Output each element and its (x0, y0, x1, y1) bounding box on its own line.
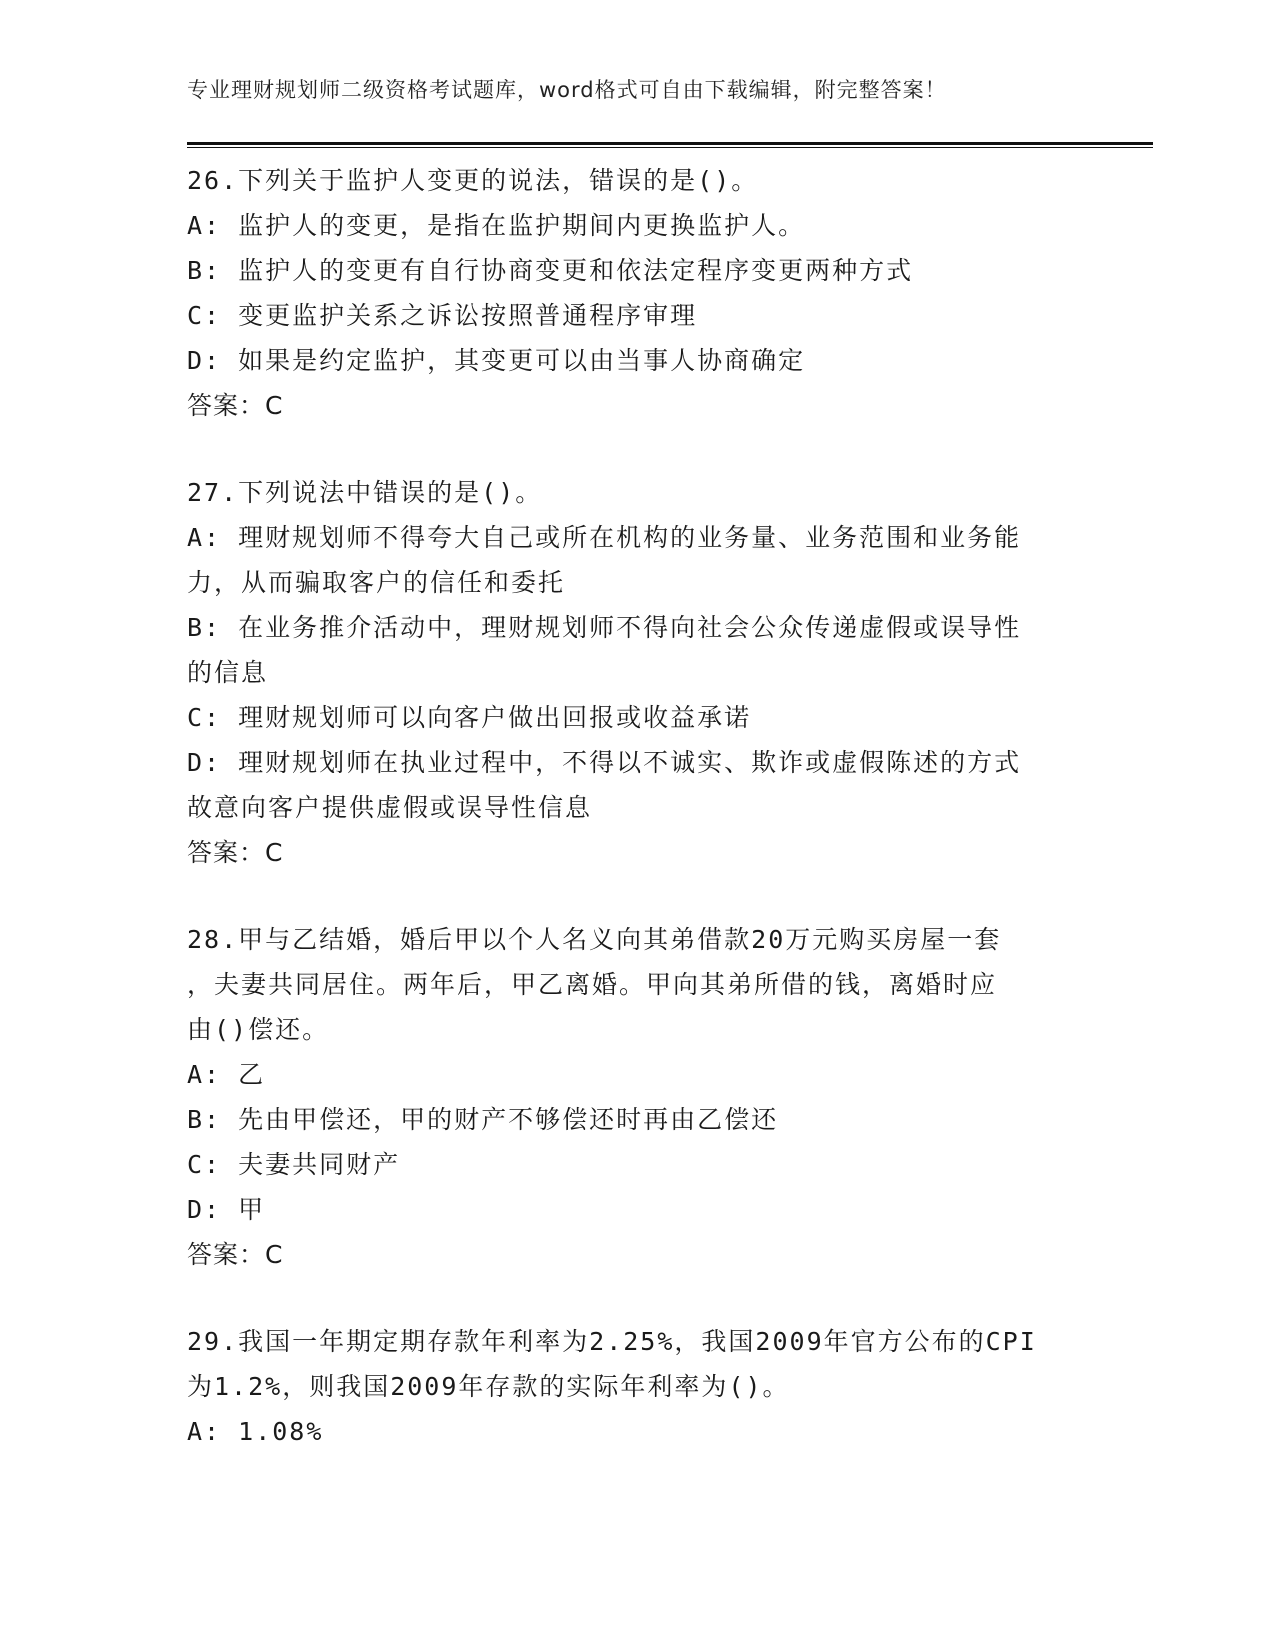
answer-label: 答案：C (187, 391, 284, 420)
question-29 (187, 1319, 1087, 1454)
option-b: B: 在业务推介活动中，理财规划师不得向社会公众传递虚假或误导性 (187, 613, 1022, 642)
option-a: A: 乙 (187, 1060, 266, 1089)
question-28 (187, 917, 1087, 1277)
option-c: C: 变更监护关系之诉讼按照普通程序审理 (187, 301, 698, 330)
question-stem-continued: ，夫妻共同居住。两年后，甲乙离婚。甲向其弟所借的钱，离婚时应 (187, 970, 998, 999)
question-26 (187, 158, 1087, 428)
option-d: D: 甲 (187, 1195, 266, 1224)
question-stem-continued: 由()偿还。 (187, 1015, 330, 1044)
option-b-continued: 的信息 (187, 658, 269, 687)
question-stem: 29.我国一年期定期存款年利率为2.25%，我国2009年官方公布的CPI (187, 1327, 1037, 1356)
question-stem: 26.下列关于监护人变更的说法，错误的是()。 (187, 166, 759, 195)
option-a: A: 1.08% (187, 1417, 324, 1446)
option-d: D: 如果是约定监护，其变更可以由当事人协商确定 (187, 346, 806, 375)
option-c: C: 夫妻共同财产 (187, 1150, 401, 1179)
question-27 (187, 470, 1087, 875)
option-b: B: 监护人的变更有自行协商变更和依法定程序变更两种方式 (187, 256, 914, 285)
header-divider (187, 142, 1153, 148)
question-stem-continued: 为1.2%，则我国2009年存款的实际年利率为()。 (187, 1372, 790, 1401)
answer-label: 答案：C (187, 1240, 284, 1269)
answer-label: 答案：C (187, 838, 284, 867)
option-d-continued: 故意向客户提供虚假或误导性信息 (187, 793, 593, 822)
page-header: 专业理财规划师二级资格考试题库，word格式可自由下载编辑，附完整答案！ (187, 78, 947, 102)
question-stem: 28.甲与乙结婚，婚后甲以个人名义向其弟借款20万元购买房屋一套 (187, 925, 1002, 954)
option-d: D: 理财规划师在执业过程中，不得以不诚实、欺诈或虚假陈述的方式 (187, 748, 1022, 777)
option-c: C: 理财规划师可以向客户做出回报或收益承诺 (187, 703, 752, 732)
option-a-continued: 力，从而骗取客户的信任和委托 (187, 568, 566, 597)
question-list (187, 158, 1087, 1496)
option-a: A: 理财规划师不得夸大自己或所在机构的业务量、业务范围和业务能 (187, 523, 1022, 552)
option-a: A: 监护人的变更，是指在监护期间内更换监护人。 (187, 211, 806, 240)
option-b: B: 先由甲偿还，甲的财产不够偿还时再由乙偿还 (187, 1105, 779, 1134)
question-stem: 27.下列说法中错误的是()。 (187, 478, 543, 507)
